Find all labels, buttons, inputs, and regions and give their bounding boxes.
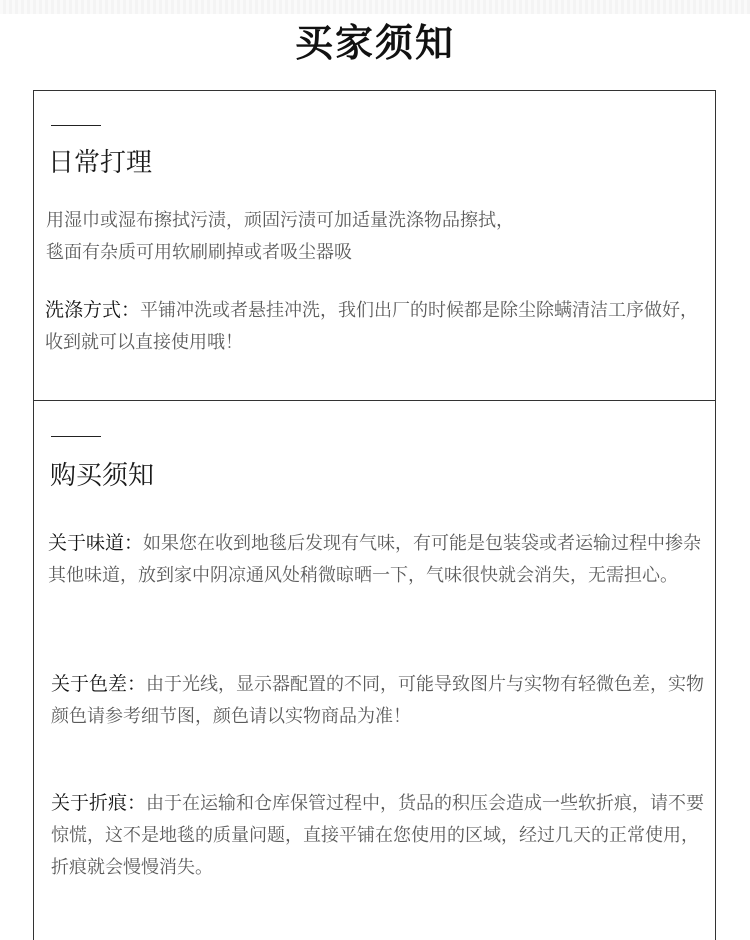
wash-method-label: 洗涤方式： (45, 299, 141, 321)
section-divider (51, 125, 101, 126)
notice-item-text: 如果您在收到地毯后发现有气味，有可能是包装袋或者运输过程中掺杂其他味道，放到家中阴凉通风处稍微晾晒一下，气味很快就会消失，无需担心。 (48, 533, 702, 586)
notice-item-label: 关于色差： (51, 673, 147, 695)
wash-method-text: 平铺冲洗或者悬挂冲洗，我们出厂的时候都是除尘除螨清洁工序做好，收到就可以直接使用哦！ (45, 300, 699, 353)
wash-method-paragraph (45, 294, 705, 359)
page-title: 买家须知 (294, 21, 455, 65)
notice-item-crease (51, 787, 711, 884)
notice-item-label: 关于味道： (48, 532, 144, 554)
notice-item-text: 由于光线，显示器配置的不同，可能导致图片与实物有轻微色差，实物颜色请参考细节图，颜色请以实物商品为准！ (51, 674, 705, 727)
notice-item-smell (48, 527, 708, 592)
section-heading-notice: 购买须知 (50, 461, 155, 491)
notice-item-color (51, 668, 711, 733)
top-decorative-strip (0, 0, 750, 14)
notice-item-label: 关于折痕： (51, 792, 147, 814)
daily-care-card (33, 90, 716, 401)
care-instructions: 用湿巾或湿布擦拭污渍，顽固污渍可加适量洗涤物品擦拭， 毯面有杂质可用软刷刷掉或者吸尘器吸 (46, 210, 514, 263)
section-heading-care: 日常打理 (48, 148, 153, 178)
purchase-notice-card (33, 400, 716, 940)
section-divider (51, 436, 101, 437)
notice-item-text: 由于在运输和仓库保管过程中，货品的积压会造成一些软折痕，请不要惊慌，这不是地毯的质量问题，直接平铺在您使用的区域，经过几天的正常使用，折痕就会慢慢消失。 (51, 793, 705, 878)
